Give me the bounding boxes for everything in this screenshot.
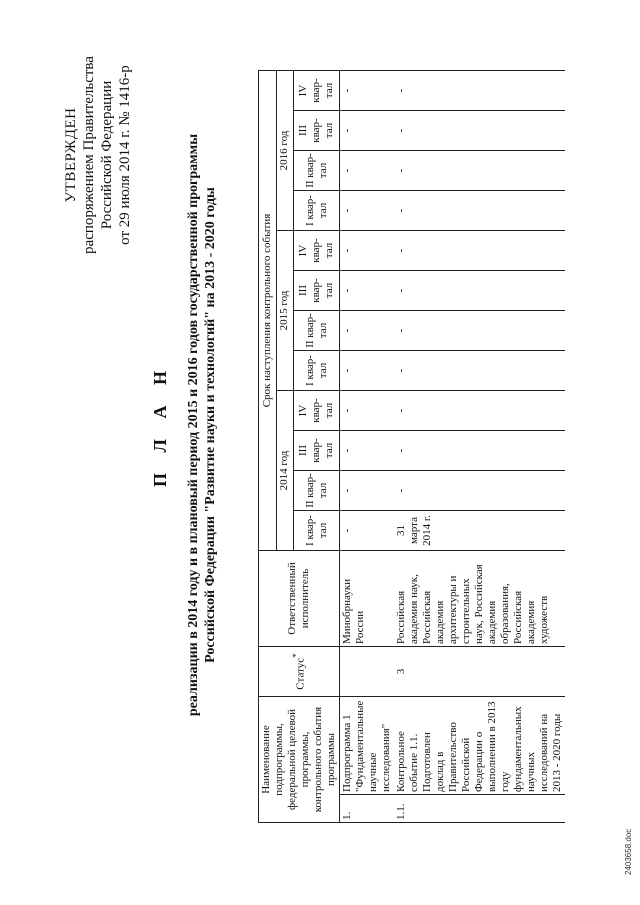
row-executor: Российская академия наук, Российская академия архитектуры и строительных наук, Российская академия образования, Российская академия художеств <box>394 551 565 647</box>
row-status <box>340 647 395 697</box>
header-deadline: Срок наступления контрольного события <box>259 71 277 551</box>
cell-2015-q3: - <box>394 271 565 311</box>
cell-2014-q1: 31 марта 2014 г. <box>394 511 565 551</box>
cell-2016-q3: - <box>340 111 395 151</box>
row-executor: Минобрнауки России <box>340 551 395 647</box>
document-title <box>150 45 219 805</box>
cell-2015-q2: - <box>394 311 565 351</box>
approval-stamp <box>62 5 134 305</box>
table-row <box>340 71 395 823</box>
header-year-2014: 2014 год <box>276 391 294 551</box>
cell-2016-q1: - <box>340 191 395 231</box>
cell-2014-q4: - <box>340 391 395 431</box>
header-2015-q1: I квар-тал <box>294 351 340 391</box>
header-2016-q2: II квар-тал <box>294 151 340 191</box>
cell-2016-q2: - <box>394 151 565 191</box>
cell-2015-q4: - <box>394 231 565 271</box>
row-name: Контрольное событие 1.1. Подготовлен доклад в Правительство Российской Федерации о выполнении в 2013 году фундаментальных научных исследований на 2013 - 2020 годы <box>394 697 565 795</box>
cell-2016-q1: - <box>394 191 565 231</box>
plan-subtitle-line-2: Российской Федерации "Развитие науки и технологий" на 2013 - 2020 годы <box>203 187 218 663</box>
header-2015-q3: III квар-тал <box>294 271 340 311</box>
table-row <box>394 71 565 823</box>
header-year-2016: 2016 год <box>276 71 294 231</box>
header-2016-q4: IV квар-тал <box>294 71 340 111</box>
header-name: Наименование подпрограммы, федеральной целевой программы, контрольного события программы <box>259 697 340 823</box>
cell-2016-q4: - <box>394 71 565 111</box>
cell-2015-q3: - <box>340 271 395 311</box>
approval-line-1: распоряжением Правительства <box>81 56 97 254</box>
cell-2014-q3: - <box>340 431 395 471</box>
plan-heading: П Л А Н <box>150 363 170 487</box>
row-number: 1. <box>340 795 395 823</box>
header-2014-q4: IV квар-тал <box>294 391 340 431</box>
cell-2015-q1: - <box>340 351 395 391</box>
document-file-id: 2403658.doc <box>624 828 633 875</box>
header-2014-q1: I квар-тал <box>294 511 340 551</box>
approval-line-3: от 29 июля 2014 г. № 1416-р <box>117 65 133 245</box>
header-2014-q2: II квар-тал <box>294 471 340 511</box>
approval-line-2: Российской Федерации <box>99 80 115 230</box>
cell-2016-q2: - <box>340 151 395 191</box>
cell-2014-q3: - <box>394 431 565 471</box>
row-name: Подпрограмма 1 "Фундаментальные научные исследования" <box>340 697 395 795</box>
cell-2014-q2: - <box>340 471 395 511</box>
header-status-label: Статус <box>294 657 307 690</box>
header-2016-q3: III квар-тал <box>294 111 340 151</box>
cell-2016-q3: - <box>394 111 565 151</box>
header-year-2015: 2015 год <box>276 231 294 391</box>
cell-2014-q1: - <box>340 511 395 551</box>
plan-table <box>258 70 565 823</box>
header-2014-q3: III квар-тал <box>294 431 340 471</box>
approval-title: УТВЕРЖДЕН <box>63 107 79 203</box>
plan-subtitle-line-1: реализации в 2014 году и в плановый период 2015 и 2016 годов государственной программы <box>186 133 201 717</box>
header-status <box>259 647 340 697</box>
row-status: 3 <box>394 647 565 697</box>
row-number: 1.1. <box>394 795 565 823</box>
header-2015-q2: II квар-тал <box>294 311 340 351</box>
cell-2016-q4: - <box>340 71 395 111</box>
cell-2014-q2: - <box>394 471 565 511</box>
header-status-mark: * <box>291 653 302 658</box>
header-executor: Ответственный исполнитель <box>259 551 340 647</box>
header-2016-q1: I квар-тал <box>294 191 340 231</box>
cell-2014-q4: - <box>394 391 565 431</box>
cell-2015-q4: - <box>340 231 395 271</box>
header-2015-q4: IV квар-тал <box>294 231 340 271</box>
cell-2015-q1: - <box>394 351 565 391</box>
cell-2015-q2: - <box>340 311 395 351</box>
